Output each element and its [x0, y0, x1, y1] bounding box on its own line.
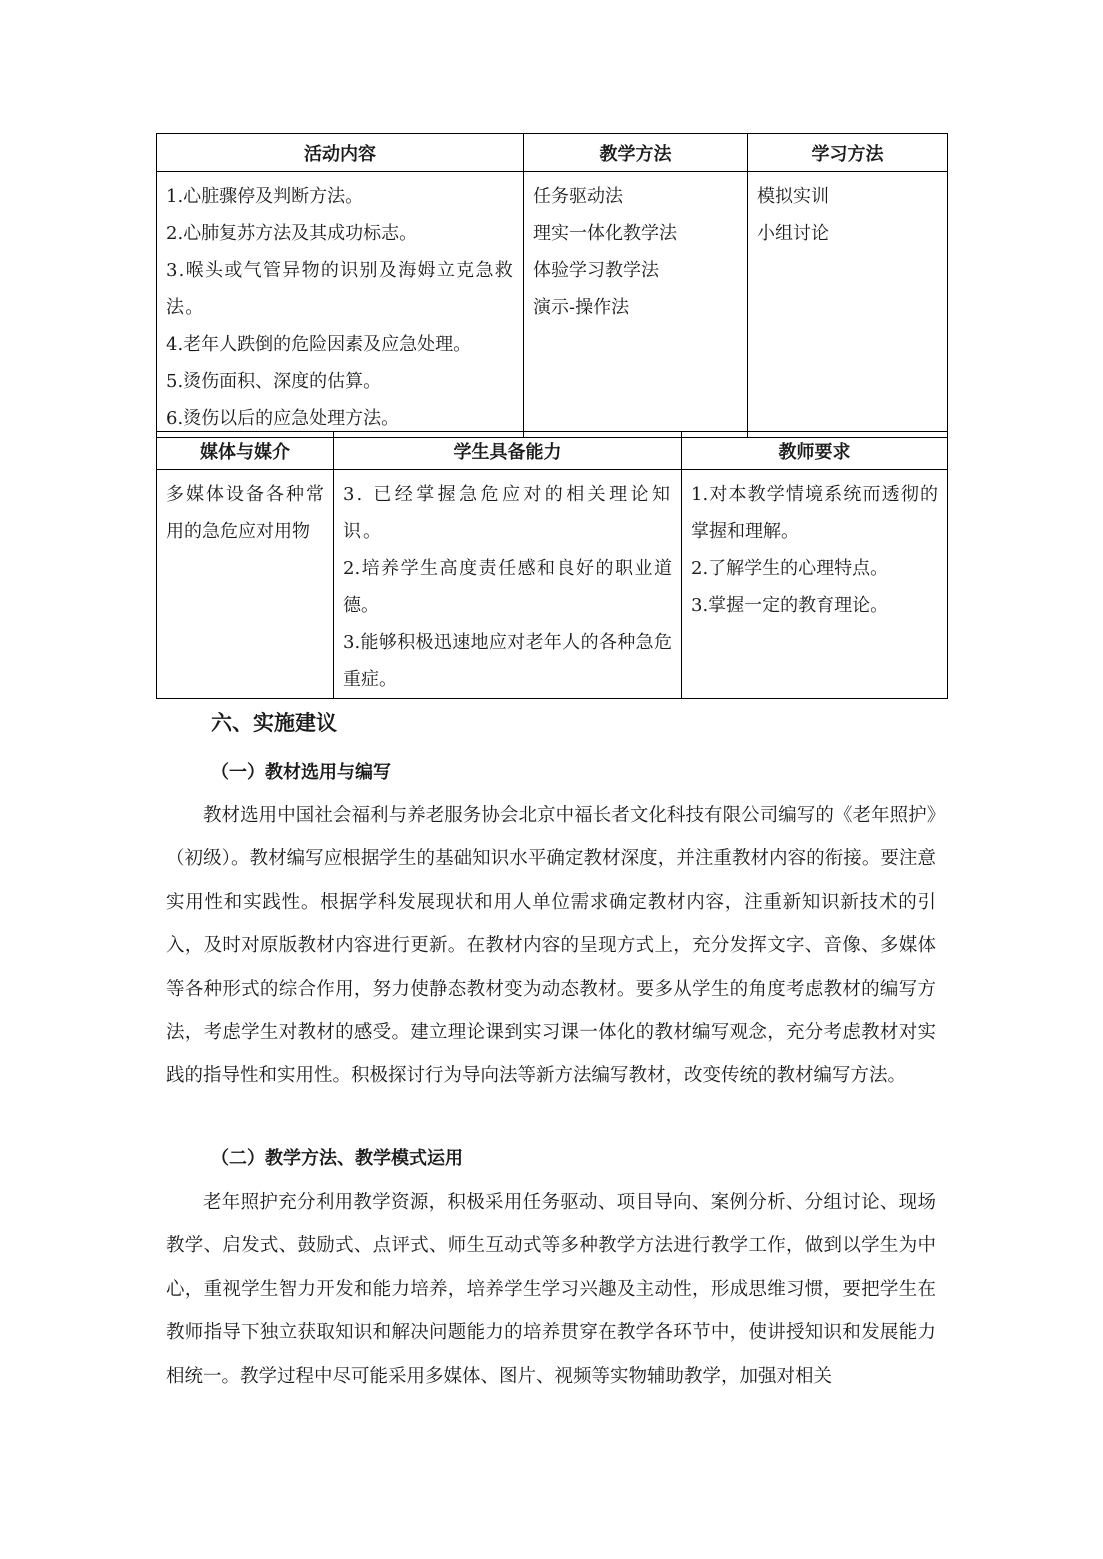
teaching-method-item: 体验学习教学法 [533, 260, 659, 281]
teacher-requirement-item: 3.掌握一定的教育理论。 [691, 595, 889, 616]
teacher-requirements-cell [682, 470, 948, 699]
student-abilities-cell [334, 470, 682, 699]
student-ability-item: 2.培养学生高度责任感和良好的职业道德。 [343, 558, 672, 616]
header-activity-content: 活动内容 [157, 134, 524, 172]
learning-method-item: 模拟实训 [757, 186, 829, 207]
activity-table [156, 133, 948, 438]
subsection-heading: （二）教学方法、教学模式运用 [211, 1148, 463, 1169]
header-teacher-requirements: 教师要求 [682, 432, 948, 470]
activity-content-cell [157, 172, 524, 438]
header-learning-method: 学习方法 [748, 134, 948, 172]
teacher-requirement-item: 2.了解学生的心理特点。 [691, 558, 889, 579]
section-heading: 六、实施建议 [211, 711, 337, 735]
activity-item: 1.心脏骤停及判断方法。 [166, 186, 364, 207]
teaching-method-item: 演示-操作法 [533, 297, 630, 318]
body-paragraph: 教材选用中国社会福利与养老服务协会北京中福长者文化科技有限公司编写的《老年照护》（初级）。教材编写应根据学生的基础知识水平确定教材深度，并注重教材内容的衔接。要注意实用性和实践性。根据学科发展现状和用人单位需求确定教材内容，注重新知识新技术的引入，及时对原版教材内容进行更新。在教材内容的呈现方式上，充分发挥文字、音像、多媒体等各种形式的综合作用，努力使静态教材变为动态教材。要多从学生的角度考虑教材的编写方法，考虑学生对教材的感受。建立理论课到实习课一体化的教材编写观念，充分考虑教材对实践的指导性和实用性。积极探讨行为导向法等新方法编写教材，改变传统的教材编写方法。 [166, 805, 936, 1087]
learning-method-item: 小组讨论 [757, 223, 829, 244]
teaching-method-item: 任务驱动法 [533, 186, 623, 207]
media-text: 多媒体设备各种常用的急危应对用物 [166, 484, 324, 542]
resources-table-header-row [157, 432, 948, 470]
resources-table-body-row [157, 470, 948, 699]
resources-table [156, 431, 948, 699]
activity-table-body-row [157, 172, 948, 438]
activity-item: 4.老年人跌倒的危险因素及应急处理。 [166, 334, 472, 355]
body-paragraph: 老年照护充分利用教学资源，积极采用任务驱动、项目导向、案例分析、分组讨论、现场教学、启发式、鼓励式、点评式、师生互动式等多种教学方法进行教学工作，做到以学生为中心，重视学生智力开发和能力培养，培养学生学习兴趣及主动性，形成思维习惯，要把学生在教师指导下独立获取知识和解决问题能力的培养贯穿在教学各环节中，使讲授知识和发展能力相统一。教学过程中尽可能采用多媒体、图片、视频等实物辅助教学，加强对相关 [166, 1192, 936, 1387]
subsection-heading: （一）教材选用与编写 [211, 762, 391, 783]
header-student-abilities: 学生具备能力 [334, 432, 682, 470]
activity-table-header-row [157, 134, 948, 172]
header-media: 媒体与媒介 [157, 432, 334, 470]
teaching-method-cell [524, 172, 748, 438]
activity-item: 5.烫伤面积、深度的估算。 [166, 371, 382, 392]
student-ability-item: 3. 已经掌握急危应对的相关理论知识。 [343, 484, 672, 542]
learning-method-cell [748, 172, 948, 438]
header-teaching-method: 教学方法 [524, 134, 748, 172]
activity-item: 2.心肺复苏方法及其成功标志。 [166, 223, 418, 244]
activity-item: 6.烫伤以后的应急处理方法。 [166, 408, 400, 429]
student-ability-item: 3.能够积极迅速地应对老年人的各种急危重症。 [343, 632, 672, 690]
media-cell [157, 470, 334, 699]
teacher-requirement-item: 1.对本教学情境系统而透彻的掌握和理解。 [691, 484, 938, 542]
teaching-method-item: 理实一体化教学法 [533, 223, 677, 244]
activity-item: 3.喉头或气管异物的识别及海姆立克急救法。 [166, 260, 514, 318]
